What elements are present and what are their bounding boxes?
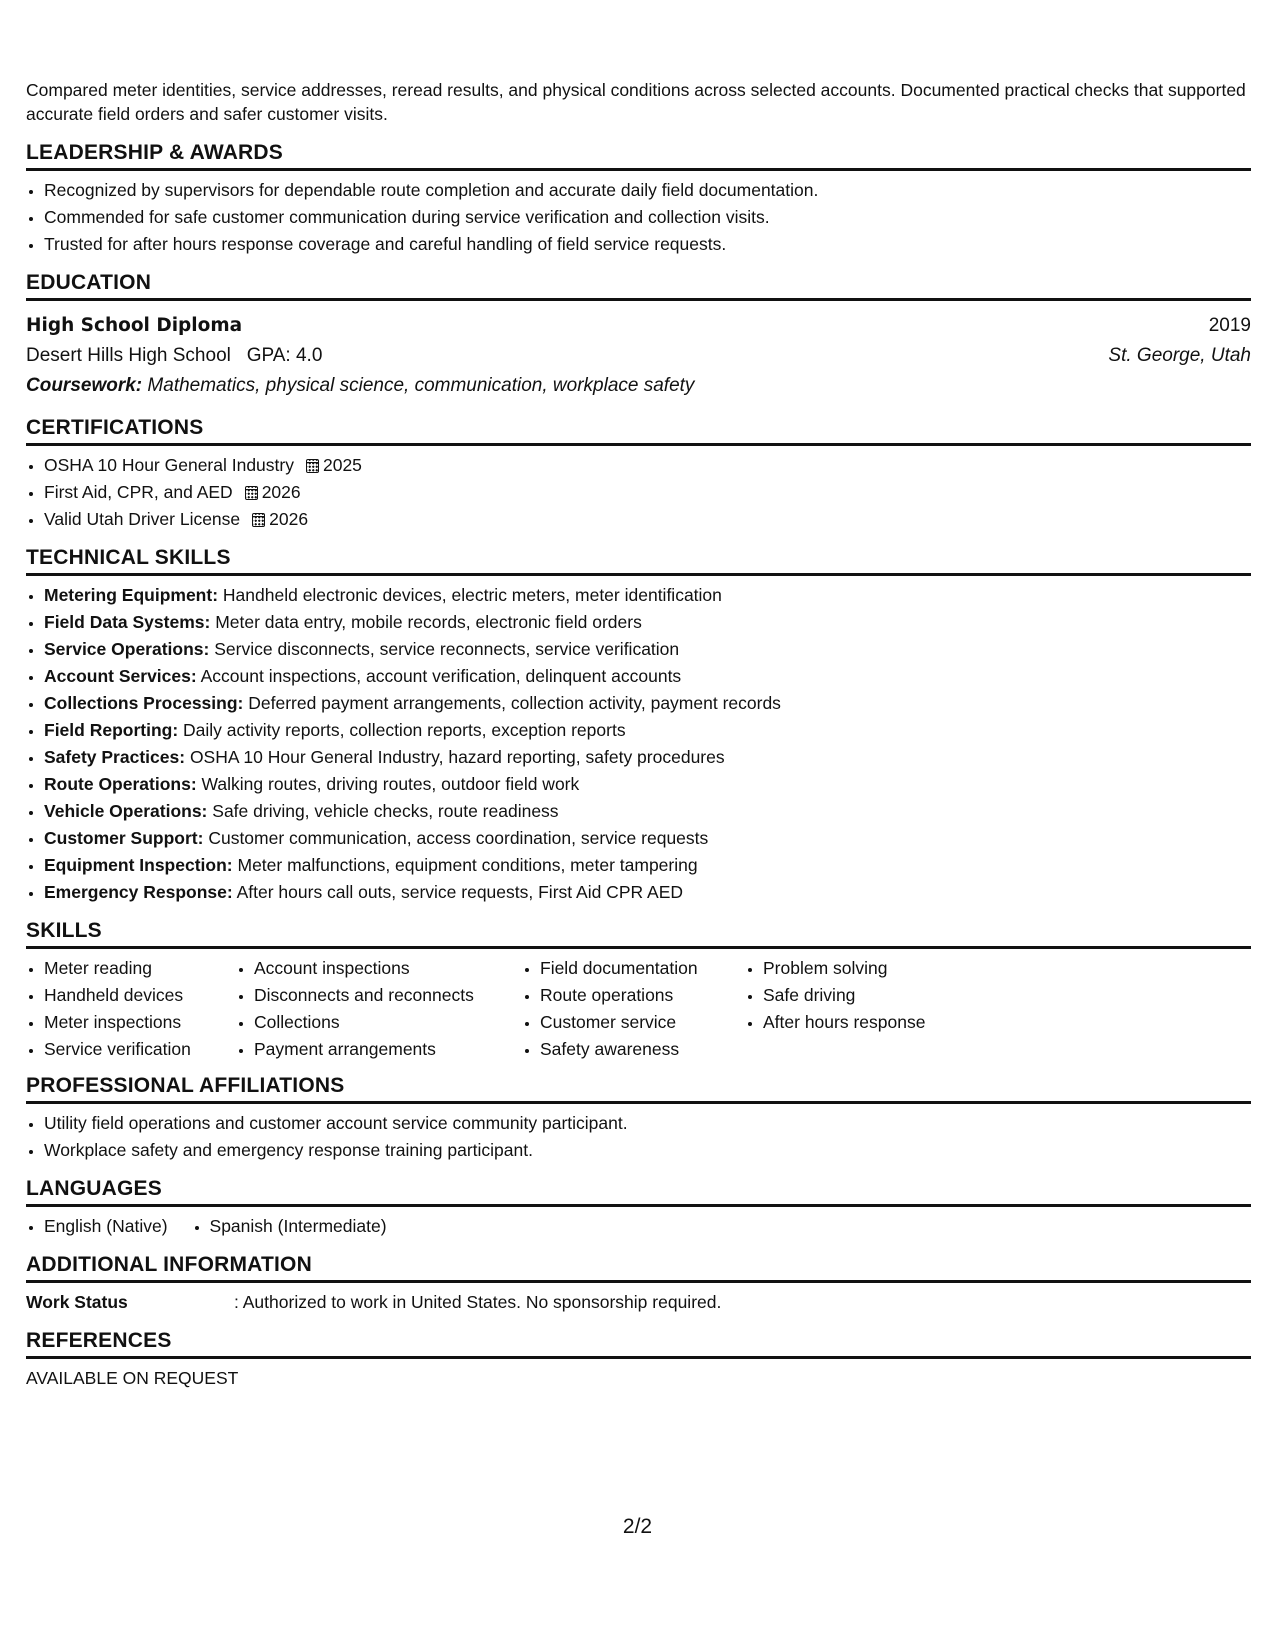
list-item xyxy=(44,663,1251,690)
certifications-list xyxy=(26,452,1251,533)
list-item: • After hours response xyxy=(763,1009,1013,1036)
education-section xyxy=(26,270,1251,401)
skill-label: Service Operations: xyxy=(44,639,210,659)
school-name: Desert Hills High School xyxy=(26,345,231,366)
cert-year: 2025 xyxy=(322,455,362,475)
cert-name: • First Aid, CPR, and AED xyxy=(44,482,233,502)
list-item: • Service verification xyxy=(44,1036,236,1063)
skill-text: Deferred payment arrangements, collection activity, payment records xyxy=(248,693,781,713)
list-item: • Recognized by supervisors for dependable route completion and accurate daily field documentation. xyxy=(44,177,1251,204)
skill-label: Account Services: xyxy=(44,666,197,686)
calendar-icon xyxy=(306,459,319,473)
skills-section xyxy=(26,918,1251,1063)
coursework-label: Coursework: xyxy=(26,375,143,396)
skill-text: Walking routes, driving routes, outdoor field work xyxy=(201,774,580,794)
skill-text: Meter data entry, mobile records, electronic field orders xyxy=(215,612,642,632)
list-item xyxy=(44,771,1251,798)
school-location: St. George, Utah xyxy=(1108,345,1251,366)
list-item xyxy=(44,744,1251,771)
skill-label: Safety Practices: xyxy=(44,747,186,767)
list-item xyxy=(44,852,1251,879)
list-item: • Route operations xyxy=(540,982,745,1009)
list-item: • Handheld devices xyxy=(44,982,236,1009)
coursework xyxy=(26,371,1251,401)
skill-text: Meter malfunctions, equipment conditions, meter tampering xyxy=(237,855,698,875)
skills-grid xyxy=(26,955,1251,1063)
cert-name: • Valid Utah Driver License xyxy=(44,509,241,529)
skill-text: Account inspections, account verification, delinquent accounts xyxy=(200,666,682,686)
list-item: • Trusted for after hours response coverage and careful handling of field service requests. xyxy=(44,231,1251,258)
list-item: • Disconnects and reconnects xyxy=(254,982,522,1009)
additional-info-section xyxy=(26,1252,1251,1316)
skill-text: Safe driving, vehicle checks, route readiness xyxy=(212,801,559,821)
section-title: PROFESSIONAL AFFILIATIONS xyxy=(26,1073,1251,1104)
skills-column xyxy=(236,955,522,1063)
calendar-icon xyxy=(252,513,265,527)
section-title: CERTIFICATIONS xyxy=(26,415,1251,446)
list-item: • Workplace safety and emergency response training participant. xyxy=(44,1137,1251,1164)
list-item xyxy=(44,717,1251,744)
cert-name: • OSHA 10 Hour General Industry xyxy=(44,455,294,475)
list-item: • English (Native) xyxy=(44,1213,168,1240)
skill-label: Vehicle Operations: xyxy=(44,801,208,821)
list-item: • Commended for safe customer communication during service verification and collection visits. xyxy=(44,204,1251,231)
intro-paragraph: Compared meter identities, service addresses, reread results, and physical conditions across selected accounts. Documented practical checks that supported accurate field orders and safer customer visits. xyxy=(26,80,1246,124)
degree: High School Diploma xyxy=(26,315,243,336)
skill-label: Metering Equipment: xyxy=(44,585,219,605)
technical-skills-list xyxy=(26,582,1251,906)
education-entry xyxy=(26,311,1251,401)
skills-column xyxy=(745,955,1013,1063)
list-item xyxy=(44,636,1251,663)
references-text: AVAILABLE ON REQUEST xyxy=(26,1368,239,1388)
leadership-list xyxy=(26,177,1251,258)
skill-label: Route Operations: xyxy=(44,774,197,794)
list-item xyxy=(44,825,1251,852)
list-item: • Meter reading xyxy=(44,955,236,982)
skill-label: Collections Processing: xyxy=(44,693,244,713)
cert-year: 2026 xyxy=(269,509,309,529)
skill-text: After hours call outs, service requests, First Aid CPR AED xyxy=(236,882,684,902)
list-item xyxy=(44,479,1251,506)
list-item: • Utility field operations and customer account service community participant. xyxy=(44,1110,1251,1137)
list-item: • Safety awareness xyxy=(540,1036,745,1063)
list-item: • Field documentation xyxy=(540,955,745,982)
references-section xyxy=(26,1328,1251,1392)
work-status-label: Work Status xyxy=(26,1292,128,1312)
section-title: TECHNICAL SKILLS xyxy=(26,545,1251,576)
list-item xyxy=(44,582,1251,609)
calendar-icon xyxy=(245,486,258,500)
resume-page xyxy=(26,78,1251,1392)
page-number: 2/2 xyxy=(622,1515,653,1538)
section-title: EDUCATION xyxy=(26,270,1251,301)
skill-text: Service disconnects, service reconnects, service verification xyxy=(214,639,680,659)
list-item: • Spanish (Intermediate) xyxy=(210,1213,387,1240)
list-item: • Collections xyxy=(254,1009,522,1036)
list-item xyxy=(44,690,1251,717)
cert-year: 2026 xyxy=(261,482,301,502)
languages-list xyxy=(26,1213,1251,1240)
skill-text: OSHA 10 Hour General Industry, hazard reporting, safety procedures xyxy=(189,747,725,767)
languages-section xyxy=(26,1176,1251,1240)
certifications-section xyxy=(26,415,1251,533)
gpa: GPA: 4.0 xyxy=(246,345,323,366)
list-item: • Meter inspections xyxy=(44,1009,236,1036)
list-item xyxy=(44,798,1251,825)
leadership-section xyxy=(26,140,1251,258)
list-item: • Account inspections xyxy=(254,955,522,982)
section-title: LANGUAGES xyxy=(26,1176,1251,1207)
skill-label: Field Data Systems: xyxy=(44,612,211,632)
skill-label: Emergency Response: xyxy=(44,882,233,902)
coursework-text: Mathematics, physical science, communication, workplace safety xyxy=(147,375,695,396)
skills-column xyxy=(522,955,745,1063)
skill-label: Field Reporting: xyxy=(44,720,179,740)
skill-label: Customer Support: xyxy=(44,828,204,848)
list-item xyxy=(44,506,1251,533)
list-item: • Payment arrangements xyxy=(254,1036,522,1063)
list-item xyxy=(44,879,1251,906)
technical-skills-section xyxy=(26,545,1251,906)
section-title: LEADERSHIP & AWARDS xyxy=(26,140,1251,171)
graduation-year: 2019 xyxy=(1208,315,1251,336)
list-item xyxy=(44,609,1251,636)
section-title: REFERENCES xyxy=(26,1328,1251,1359)
section-title: ADDITIONAL INFORMATION xyxy=(26,1252,1251,1283)
work-status-value: : Authorized to work in United States. No sponsorship required. xyxy=(234,1292,722,1312)
affiliations-list xyxy=(26,1110,1251,1164)
skill-label: Equipment Inspection: xyxy=(44,855,233,875)
work-status-row xyxy=(26,1289,1251,1316)
list-item xyxy=(44,452,1251,479)
list-item: • Customer service xyxy=(540,1009,745,1036)
skills-column xyxy=(26,955,236,1063)
skill-text: Customer communication, access coordination, service requests xyxy=(208,828,709,848)
skill-text: Daily activity reports, collection reports, exception reports xyxy=(183,720,626,740)
section-title: SKILLS xyxy=(26,918,1251,949)
list-item: • Safe driving xyxy=(763,982,1013,1009)
skill-text: Handheld electronic devices, electric meters, meter identification xyxy=(222,585,722,605)
list-item: • Problem solving xyxy=(763,955,1013,982)
affiliations-section xyxy=(26,1073,1251,1164)
